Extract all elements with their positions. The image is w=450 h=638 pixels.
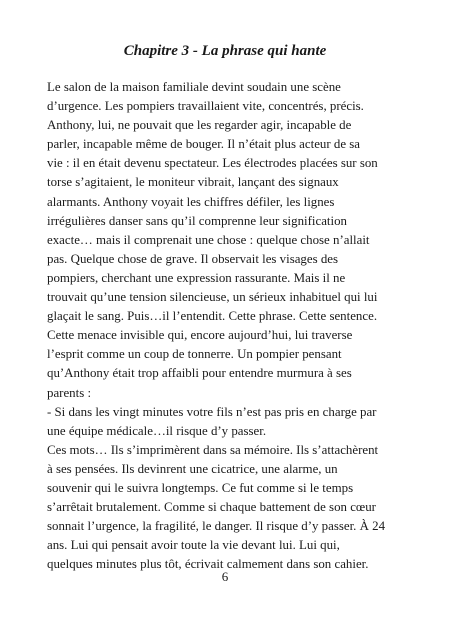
- text-line: exacte… mais il comprenait une chose : quelque chose n’allait: [47, 232, 370, 247]
- text-line: d’urgence. Les pompiers travaillaient vite, concentrés, précis.: [47, 99, 364, 114]
- text-line: sonnait l’urgence, la fragilité, le danger. Il risque d’y passer. À 24: [47, 519, 386, 534]
- text-line: trouvait qu’une tension silencieuse, un sérieux inhabituel qui lui: [47, 290, 378, 305]
- text-line: parler, incapable même de bouger. Il n’était plus acteur de sa: [47, 137, 361, 152]
- text-line: qu’Anthony était trop affaibli pour entendre murmura à ses: [47, 366, 352, 381]
- text-line: quelques minutes plus tôt, écrivait calmement dans son cahier.: [47, 557, 369, 572]
- dialogue-line: - Si dans les vingt minutes votre fils n’est pas pris en charge par: [47, 404, 377, 419]
- text-line: l’esprit comme un coup de tonnerre. Un pompier pensant: [47, 347, 342, 362]
- text-line: torse s’agitaient, le moniteur vibrait, lançant des signaux: [47, 175, 339, 190]
- text-line: vie : il en était devenu spectateur. Les électrodes placées sur son: [47, 156, 378, 171]
- text-line: pas. Quelque chose de grave. Il observait les visages des: [47, 251, 339, 266]
- text-line: pompiers, cherchant une expression rassurante. Mais il ne: [47, 270, 346, 285]
- body-paragraph: [47, 78, 417, 574]
- text-line: Cette menace invisible qui, encore aujourd’hui, lui traverse: [47, 328, 353, 343]
- text-line: s’arrêtait brutalement. Comme si chaque battement de son cœur: [47, 500, 376, 515]
- dialogue-line: une équipe médicale…il risque d’y passer.: [47, 423, 267, 438]
- text-line: ans. Lui qui pensait avoir toute la vie devant lui. Lui qui,: [47, 538, 340, 553]
- text-line: glaçait le sang. Puis…il l’entendit. Cette phrase. Cette sentence.: [47, 309, 378, 324]
- text-line: Ces mots… Ils s’imprimèrent dans sa mémoire. Ils s’attachèrent: [47, 442, 379, 457]
- text-line: Anthony, lui, ne pouvait que les regarder agir, incapable de: [47, 118, 352, 133]
- text-line: irrégulières danser sans qu’il comprenne leur signification: [47, 213, 347, 228]
- chapter-title: Chapitre 3 - La phrase qui hante: [123, 43, 327, 59]
- text-line: souvenir qui le suivra longtemps. Ce fut comme si le temps: [47, 480, 354, 495]
- text-line: Le salon de la maison familiale devint soudain une scène: [47, 80, 341, 94]
- text-line: alarmants. Anthony voyait les chiffres défiler, les lignes: [47, 194, 335, 209]
- text-line: parents :: [47, 385, 92, 400]
- page-number: 6: [221, 569, 229, 584]
- text-line: à ses pensées. Ils devinrent une cicatrice, une alarme, un: [47, 461, 338, 476]
